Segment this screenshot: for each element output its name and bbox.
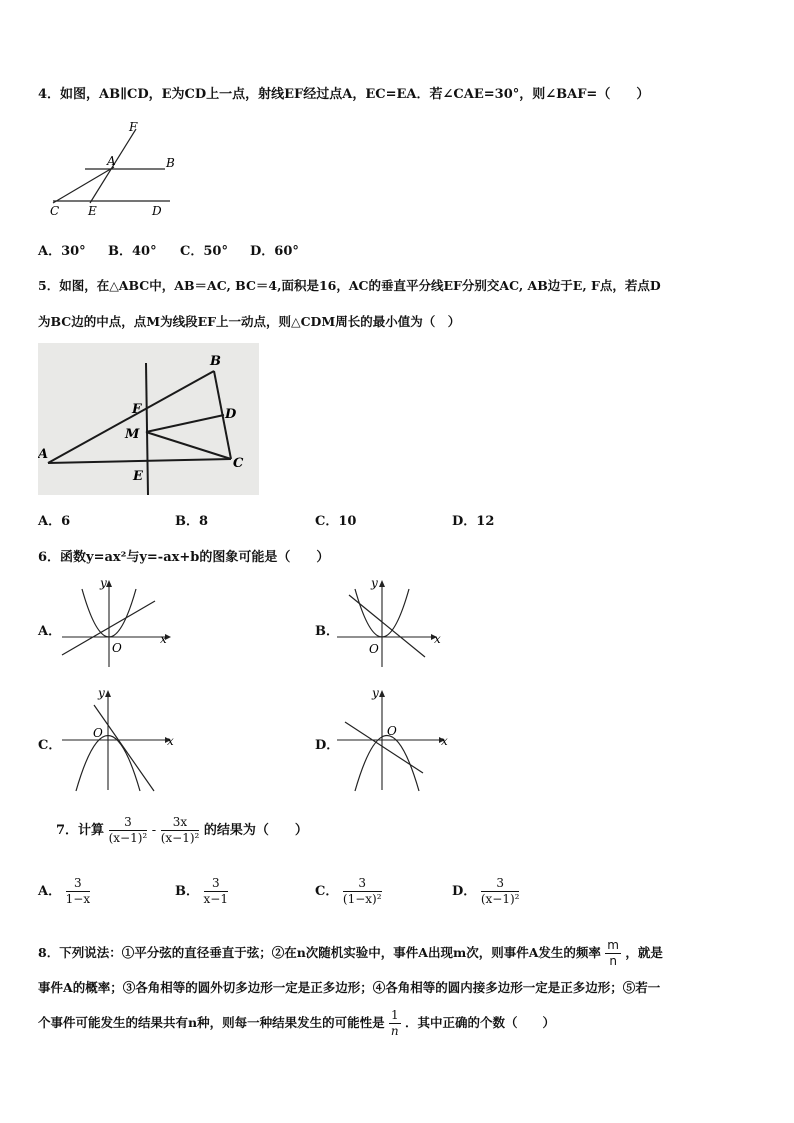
line	[349, 595, 425, 657]
q6-option-c-label: C．	[38, 738, 62, 753]
q7-fraction-1	[109, 815, 148, 846]
q7-option-c-num: 3	[343, 876, 382, 892]
label-m: M	[125, 427, 140, 442]
q4-option-b: B．40°	[108, 244, 157, 259]
q7-option-a-label: A．	[38, 884, 62, 899]
q6-graph-b	[335, 575, 455, 670]
q7-option-c	[315, 876, 382, 907]
q7-option-b-label: B．	[175, 884, 199, 899]
q6-option-a-label: A．	[38, 624, 62, 639]
parabola	[355, 736, 419, 792]
q7-fraction-1-den: (x−1)²	[108, 831, 148, 845]
q8-line-3-end: ．其中正确的个数（ ）	[404, 1015, 555, 1030]
q8-line-1	[38, 938, 663, 969]
q6-option-b-label: B．	[315, 624, 339, 639]
q5-stem-line1: 5．如图，在△ABC中，AB＝AC, BC＝4,面积是16，AC的垂直平分线EF分别交AC, AB边于E, F点，若点D	[38, 278, 661, 293]
q7-option-d-label: D．	[452, 884, 477, 899]
q8-line-3	[38, 1008, 555, 1039]
q7-option-d-fraction	[481, 876, 520, 907]
q7-fraction-1-num: 3	[109, 815, 148, 831]
q7-option-d	[452, 876, 519, 907]
label-b: B	[210, 354, 221, 369]
q7-option-b-num: 3	[204, 876, 228, 892]
q8-line-1-text: 8．下列说法：①平分弦的直径垂直于弦；②在n次随机实验中，事件A出现m次，则事件A发生的频率	[38, 945, 601, 960]
q6-graph-a	[60, 575, 180, 670]
q6-graph-c	[60, 685, 180, 795]
x-label: x	[167, 734, 174, 748]
label-d: D	[152, 204, 162, 218]
q8-line-1-end: ，就是	[625, 945, 663, 960]
q8-line-3-text: 个事件可能发生的结果共有n种，则每一种结果发生的可能性是	[38, 1015, 385, 1030]
line	[94, 705, 154, 791]
label-e: E	[133, 469, 143, 484]
q4-option-a: A．30°	[38, 244, 86, 259]
q7-option-d-den: (x−1)²	[480, 892, 520, 906]
q7-option-a-fraction	[66, 876, 90, 907]
q7-fraction-2-den: (x−1)²	[160, 831, 200, 845]
segment-md	[146, 415, 224, 432]
q8-line-2: 事件A的概率；③各角相等的圆外切多边形一定是正多边形；④各角相等的圆内接多边形一定是正多边形；⑤若一	[38, 980, 661, 995]
q7-suffix: 的结果为（ ）	[203, 823, 308, 838]
q7-prefix: 7．计算	[56, 823, 105, 838]
q7-option-c-fraction	[343, 876, 382, 907]
y-label: y	[372, 686, 379, 700]
origin-label: O	[112, 641, 122, 655]
q7-option-b-fraction	[204, 876, 228, 907]
y-arrow-icon	[379, 580, 385, 587]
q5-option-c: C．10	[315, 514, 357, 529]
y-arrow-icon	[379, 690, 385, 697]
q7-fraction-2	[161, 815, 200, 846]
y-label: y	[98, 686, 105, 700]
q7-option-a	[38, 876, 90, 907]
q8-frequency-num: m	[607, 938, 619, 952]
q6-stem: 6．函数y=ax²与y=-ax+b的图象可能是（ ）	[38, 550, 330, 565]
label-f: F	[129, 120, 138, 134]
x-label: x	[441, 734, 448, 748]
q7-option-b-den: x−1	[203, 892, 228, 906]
y-label: y	[371, 576, 378, 590]
label-a: A	[38, 447, 49, 462]
q7-fraction-2-num: 3x	[161, 815, 200, 831]
q8-frequency-fraction	[605, 938, 621, 969]
q6-graph-d	[335, 685, 455, 795]
label-f: F	[132, 402, 142, 417]
label-b: B	[166, 156, 175, 170]
q7-option-b	[175, 876, 228, 907]
x-label: x	[434, 632, 441, 646]
q5-stem-line2: 为BC边的中点，点M为线段EF上一动点，则△CDM周长的最小值为（ ）	[38, 314, 461, 329]
line-ef	[146, 363, 148, 495]
q4-option-c: C．50°	[180, 244, 228, 259]
q8-frequency-den: n	[609, 954, 617, 968]
y-arrow-icon	[106, 580, 112, 587]
q4-figure	[40, 115, 180, 225]
label-d: D	[225, 407, 237, 422]
segment-ab	[48, 371, 214, 463]
q4-stem: 4．如图，AB∥CD，E为CD上一点，射线EF经过点A，EC=EA．若∠CAE=30°，则∠BAF=（ ）	[38, 87, 650, 102]
q7-option-a-den: 1−x	[65, 892, 91, 906]
origin-label: O	[387, 724, 397, 738]
q8-probability-num: 1	[390, 1008, 399, 1022]
q5-option-d: D．12	[452, 514, 495, 529]
segment-mc	[146, 432, 231, 459]
segment-ac	[48, 459, 231, 463]
q4-option-d: D．60°	[250, 244, 299, 259]
segment-ca	[53, 167, 114, 203]
q6-option-d-label: D．	[315, 738, 340, 753]
q7-option-d-num: 3	[481, 876, 520, 892]
label-c: C	[233, 456, 244, 471]
label-c: C	[50, 204, 60, 218]
label-a: A	[107, 154, 116, 168]
x-label: x	[160, 632, 167, 646]
q8-probability-fraction	[389, 1008, 401, 1039]
label-e: E	[88, 204, 97, 218]
q7-stem	[56, 815, 308, 846]
q5-figure	[38, 343, 259, 495]
origin-label: O	[93, 726, 103, 740]
q8-probability-den: n	[390, 1024, 399, 1038]
q7-option-a-num: 3	[66, 876, 90, 892]
q5-figure-photo	[38, 343, 259, 495]
q7-option-c-label: C．	[315, 884, 339, 899]
q5-option-b: B．8	[175, 514, 209, 529]
q5-option-a: A．6	[38, 514, 71, 529]
line	[345, 722, 423, 773]
y-arrow-icon	[105, 690, 111, 697]
q7-minus: -	[151, 823, 157, 838]
y-label: y	[100, 576, 107, 590]
q7-option-c-den: (1−x)²	[342, 892, 382, 906]
origin-label: O	[369, 642, 379, 656]
